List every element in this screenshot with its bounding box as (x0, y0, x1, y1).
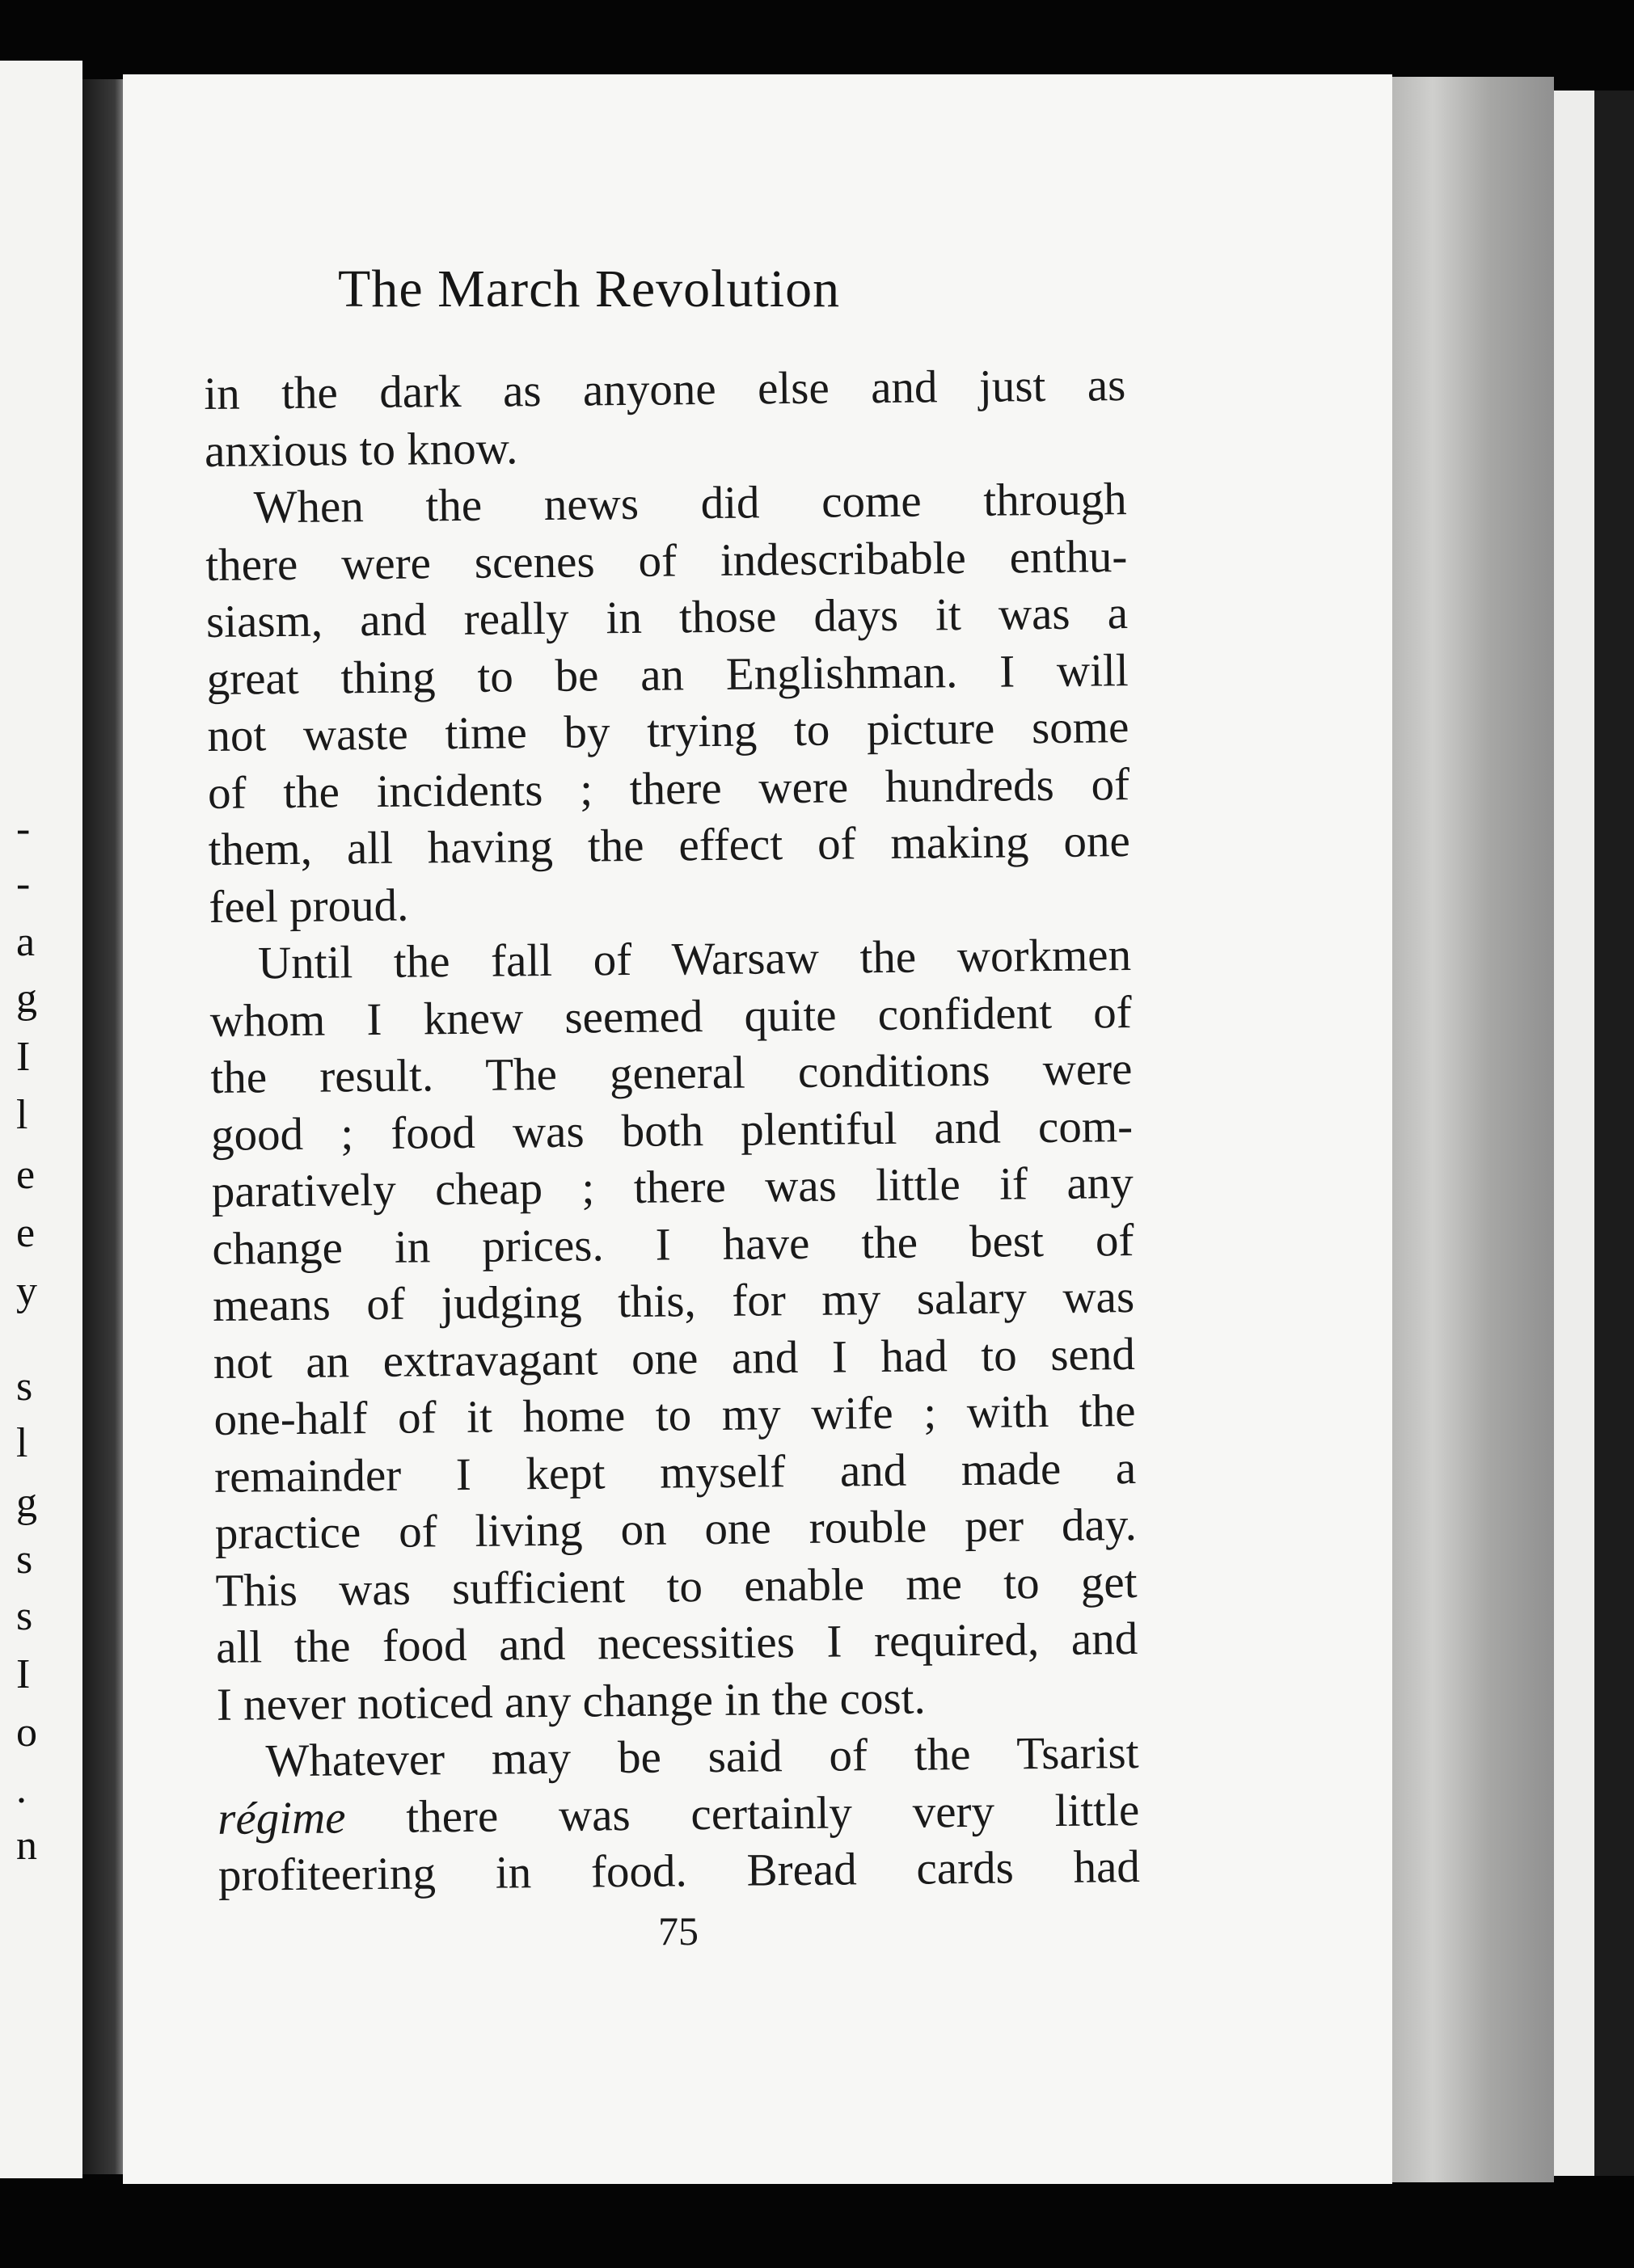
facing-page-char: s (16, 1364, 33, 1410)
text-line: all the food and necessities I required, and (215, 1612, 1138, 1673)
facing-page-char: g (16, 1480, 37, 1526)
text-line: there were scenes of indescribable enthu- (205, 530, 1128, 591)
facing-page-char: - (16, 806, 31, 852)
facing-page-char: a (16, 919, 36, 965)
text-line: in the dark as anyone else and just as (204, 360, 1126, 419)
text-line: good ; food was both plentiful and com- (210, 1100, 1134, 1161)
text-line: whom I knew seemed quite confident of (209, 986, 1133, 1047)
text-line: them, all having the effect of making one (208, 816, 1130, 875)
facing-page-char: I (16, 1651, 31, 1697)
page-body-text (204, 357, 1140, 1904)
text-line: not an extravagant one and I had to send (213, 1328, 1136, 1389)
text-line: siasm, and really in those days it was a (205, 588, 1129, 647)
text-line: anxious to know. (204, 422, 518, 477)
facing-page-char: o (16, 1709, 37, 1756)
facing-page-char: y (16, 1268, 37, 1314)
running-head: The March Revolution (338, 259, 841, 318)
text-line: When the news did come through (253, 474, 1127, 533)
page-number: 75 (658, 1908, 699, 1954)
text-line: the result. The general conditions were (210, 1043, 1133, 1103)
facing-page-char: l (16, 1092, 28, 1138)
text-line (217, 1781, 1140, 1847)
text-line: one-half of it home to my wife ; with the (213, 1385, 1136, 1445)
page-edge-shadow (1392, 77, 1554, 2182)
text-line: of the incidents ; there were hundreds of (207, 758, 1130, 819)
facing-page-char: l (16, 1420, 28, 1466)
line-text: there was certainly very little (345, 1784, 1140, 1843)
facing-page-char: e (16, 1152, 36, 1198)
text-line: profiteering in food. Bread cards had (217, 1840, 1141, 1901)
facing-page-char: s (16, 1593, 33, 1639)
facing-page-text-fragments (0, 61, 82, 2178)
text-line: I never noticed any change in the cost. (216, 1672, 926, 1731)
text-line: Until the fall of Warsaw the workmen (257, 930, 1132, 989)
text-line: practice of living on one rouble per day. (214, 1499, 1138, 1559)
facing-page-char: e (16, 1210, 36, 1256)
facing-page-char: s (16, 1537, 33, 1583)
text-line: means of judging this, for my salary was (212, 1271, 1135, 1331)
facing-page-char: n (16, 1823, 37, 1869)
facing-page-char: - (16, 861, 31, 907)
text-line: This was sufficient to enable me to get (215, 1556, 1138, 1617)
italic-word: régime (217, 1791, 346, 1844)
text-line: remainder I kept myself and made a (213, 1442, 1137, 1503)
facing-page-char: . (16, 1766, 27, 1812)
facing-page-char: I (16, 1034, 31, 1080)
text-line: not waste time by trying to picture some (207, 702, 1129, 761)
page-stack-edge (1554, 91, 1594, 2176)
text-line: change in prices. I have the best of (212, 1214, 1134, 1275)
text-line: great thing to be an Englishman. I will (206, 644, 1129, 705)
text-line: feel proud. (209, 879, 409, 933)
facing-page-char: g (16, 976, 37, 1022)
scan-border (1594, 91, 1634, 2176)
text-line: paratively cheap ; there was little if any (211, 1157, 1134, 1217)
book-gutter (82, 79, 123, 2174)
facing-page (0, 61, 82, 2178)
text-line: Whatever may be said of the Tsarist (265, 1726, 1139, 1787)
